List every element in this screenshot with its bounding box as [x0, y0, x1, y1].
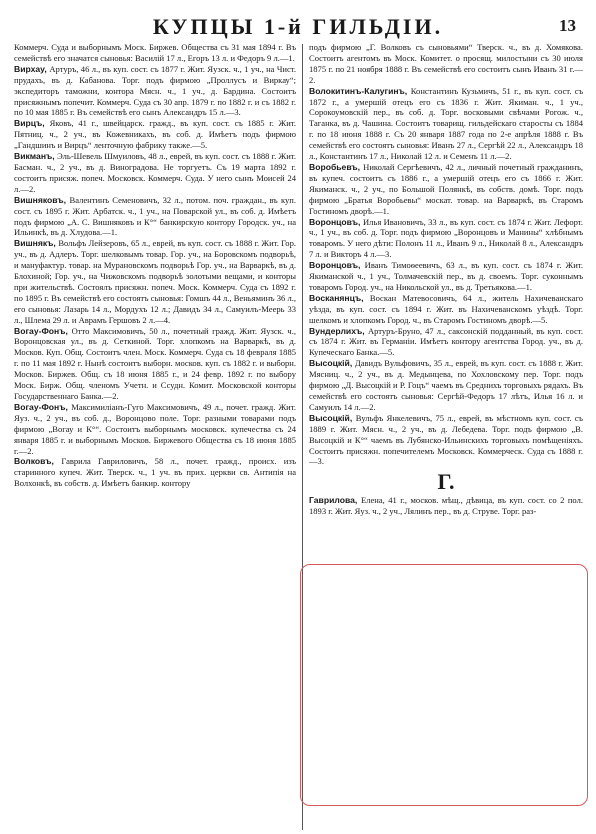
entry-surname: Вишняковъ,: [14, 194, 70, 205]
entry-surname: Вирцъ,: [14, 118, 50, 129]
entry-text: Яковъ, 41 г., швейцарск. гражд., въ куп. сост. съ 1885 г. Жит. Пятниц. ч., 2 уч., въ Кожевникахъ, въ соб. д. Имѣетъ подъ фирмою „Гандшинъ и Вирцъ“ ленточную фабрику также.—5.: [14, 118, 296, 151]
entry-text: Илья Ивановичъ, 33 л., въ куп. сост. съ 1874 г. Жит. Лефорт. ч., 1 уч., въ соб. д. Торг. подъ фирмою „Воронцовъ и Манины“ хлѣбнымъ товаромъ. У него дѣти: Полонъ 11 л., Иванъ 9 л., Николай 8 л., Александръ 7 л. и Викторъ 4 л.—3.: [309, 216, 583, 260]
directory-entry: [14, 151, 296, 195]
directory-entry: [309, 42, 583, 86]
directory-entry: [14, 326, 296, 402]
directory-entry: [14, 118, 296, 151]
right-column: [309, 42, 583, 834]
entry-text: Вольфъ Лейзеровъ, 65 л., еврей, въ куп. сост. съ 1888 г. Жит. Гор. уч., въ д. Адлеръ. Торг. шелковымъ товар. Гор. уч., на Боровскомъ подворьѣ, и мануфактур. товар. на Мурановскомъ подворьѣ Гор. уч., на Варваркѣ, въ д. Блохиной; Гор. уч., на Чижовскомъ подворьѣ золотыми вещами, и конторы при жительствѣ. Состоялъ присяжн. попеч. Моск. Коммерч. Суда съ 1892 г. по 1895 г. Въ семействѣ его состоятъ сыновья: Гомшъ 44 л., Веньяминъ 36 л., его сыновья: Лазарь 14 л., Мордухъ 12 л.; Давидъ 34 л., Самуилъ-Меерь 33 л., Шлема 29 л. и Аврамъ Гершовъ 2 л.—4.: [14, 238, 296, 325]
directory-entry: [309, 217, 583, 261]
directory-entry: [309, 162, 583, 217]
entry-surname: Вогау-Фонъ,: [14, 325, 72, 336]
directory-entry: [14, 456, 296, 489]
entry-surname: Вирхау,: [14, 63, 50, 74]
entry-surname: Вундерлихъ,: [309, 325, 368, 336]
entry-surname: Волокитинъ-Калугинъ,: [309, 85, 411, 96]
entry-text: Воскан Матевосовичъ, 64 л., житель Нахичеванскаго уѣзда, въ куп. сост. съ 1894 г. Жит. въ Нахичеванскомъ уѣздѣ. Торг. шелкомъ и хлопкомъ Город. ч., въ Старомъ Гостиномъ дворѣ.—5.: [309, 292, 583, 325]
entry-text: Коммерч. Суда и выборнымъ Моск. Биржев. Общества съ 31 мая 1894 г. Въ семействѣ его значатся сыновья: Василій 17 л., Егоръ 13 л. и Федоръ 9 л.—1.: [14, 42, 296, 63]
entry-text: подъ фирмою „Г. Волковъ съ сыновьями“ Тверск. ч., въ д. Хомякова. Состоитъ агентомъ въ Моск. Комитет. о просящ. милостыни съ 30 июля 1875 г. по 21 ноября 1888 г. Въ семействѣ его состоитъ сынъ Иванъ 31 г.—2.: [309, 42, 583, 85]
entry-text: Эль-Шевель Шмуиловъ, 48 л., еврей, въ куп. сост. съ 1888 г. Жит. Басман. ч., 2 уч., въ д. Виноградова. Не торгуетъ. Съ 19 марта 1892 г. состоитъ присяж. попеч. Московск. Коммерч. Суда. У него сынъ Моисей 24 л.—2.: [14, 151, 296, 194]
entry-surname: Высоцкій,: [309, 358, 355, 369]
entry-surname: Воробьевъ,: [309, 161, 364, 172]
entry-surname: Гаврилова,: [309, 495, 361, 506]
entry-text: Артуръ-Бруно, 47 л., саксонскій подданный, въ куп. сост. съ 1874 г. Жит. въ Германіи. Имѣетъ контору агентства Город. уч., въ д. Купеческаго Банка.—5.: [309, 325, 583, 358]
page-header: [0, 14, 596, 42]
directory-entry: [14, 195, 296, 239]
entry-text: Иванъ Тимоѳеевичъ, 63 л., въ куп. сост. съ 1874 г. Жит. Якиманской ч., 1 уч., Толмачевскій пер., въ д. своемъ. Торг. суконнымъ товаромъ Город. уч., на Никольской ул., въ д. Третьякова.—1.: [309, 260, 583, 292]
column-divider: [302, 44, 303, 830]
entry-text: Максимиліанъ-Гуго Максимовичъ, 49 л., почет. гражд. Жит. Яуз. ч., 2 уч., въ соб. д., Воронцово поле. Торг. разными товарами подъ фирмою „Вогау и К°“. Состоитъ выборнымъ московск. купечества съ 24 января 1885 г. и выборнымъ Москов. Биржевого Общества съ 18 июня 1885 г.—2.: [14, 401, 296, 456]
directory-entry: [14, 402, 296, 457]
entry-text: Гаврила Гавриловичъ, 58 л., почет. гражд., происх. изъ старинного купеч. Жит. Тверск. ч., 1 уч. въ прих. церкви св. Антипія на Волхонкѣ, въ собств. д. Имѣетъ банкир. контору: [14, 456, 296, 489]
entry-surname: Воронцовъ,: [309, 216, 363, 227]
directory-entry: [14, 42, 296, 64]
entry-surname: Вишнякъ,: [14, 238, 59, 249]
entry-text: Николай Сергѣевичъ, 42 л., личный почетный гражданинъ, въ купеч. состоитъ съ 1886 г., а умершій отецъ его съ 1866 г. Жит. Якиманск. ч., 2 уч., по Большой Полянкѣ, въ собств. домѣ. Торг. подъ фирмою „Братья Воробьевы“ москат. товар. на Варваркѣ, въ Старомъ Гостиномъ дворѣ.—1.: [309, 161, 583, 216]
directory-entry: [309, 326, 583, 359]
directory-entry: [309, 260, 583, 293]
directory-entry: [309, 293, 583, 326]
entry-surname: Викманъ,: [14, 151, 58, 162]
entry-text: Валентинъ Семеновичъ, 32 л., потом. поч. граждан., въ куп. сост. съ 1895 г. Жит. Арбатск. ч., 1 уч., на Поварской ул., въ соб. д. Имѣетъ подъ фирмою „А. С. Вишняковъ и К°“ банкирскую контору Городск. уч., на Ильинкѣ, въ д. Хлудова.—1.: [14, 194, 296, 238]
entry-text: Вульфъ Янкелевичъ, 75 л., еврей, въ мѣстномъ куп. сост. съ 1889 г. Жит. Мясн. ч., 2 уч., въ д. Лебедева. Торг. подъ фирмою „В. Высоцкій и К°“ чаемъ въ Лубянско-Ильинскихъ торговыхъ помѣщеніяхъ. Состоитъ присяжн. попечителемъ Московск. Коммерческ. Суда съ 1888 г.—3.: [309, 412, 583, 467]
entry-surname: Волковъ,: [14, 456, 62, 467]
left-column: [14, 42, 296, 834]
directory-entry: [309, 86, 583, 162]
entry-text: Артуръ, 46 л., въ куп. сост. съ 1877 г. Жит. Яузск. ч., 1 уч., на Чист. прудахъ, въ д. Кабанова. Торг. подъ фирмою „Проллусъ и Виркау“; экспедиторъ таможни, контора Мясн. ч., 1 уч., д. Бардина. Состоитъ присяжнымъ попечит. Коммерч. Суда съ 30 апр. 1879 г. по 1882 г. и съ 1882 г. по 10 мая 1885 г. Въ семействѣ его сынъ Александръ 15 л.—3.: [14, 63, 296, 118]
page-number: 13: [559, 16, 576, 35]
page-title: КУПЦЫ 1-й ГИЛЬДІИ.: [152, 14, 444, 39]
entry-text: Елена, 41 г., москов. мѣщ., дѣвица, въ куп. сост. со 2 пол. 1893 г. Жит. Яуз. ч., 2 уч., Лялинъ пер., въ д. Струве. Торг. раз-: [309, 495, 583, 517]
entry-text: Константинъ Кузьмичъ, 51 г., въ куп. сост. съ 1872 г., а умершій отецъ его съ 1836 г. Жит. Якиман. ч., 1 уч., Сорокоумовскій пер., въ соб. д. Торг. восковыми свѣчами Рогож. ч., Таганка, въ д. Чашина. Состоитъ товарищ. гильдейскаго старосты съ 1884 г. по 18 июня 1888 г. Съ 20 января 1887 года по 2-е апрѣля 1888 г. Въ семействѣ его состоятъ сыновья: Иванъ 27 л., Сергѣй 22 л., Александръ 18 л., Константинъ 17 л., Николай 12 л. и Семенъ 11 л.—2.: [309, 85, 583, 162]
section-letter: Г.: [437, 469, 455, 495]
directory-entry: [14, 238, 296, 325]
entry-surname: Высоцкій,: [309, 412, 356, 423]
directory-entry: [309, 358, 583, 413]
directory-entry: [309, 413, 583, 468]
entry-surname: Вогау-Фонъ,: [14, 401, 72, 412]
entry-surname: Восканянцъ,: [309, 292, 370, 303]
entry-text: Давидъ Вульфовичъ, 35 л., еврей, въ куп. сост. съ 1888 г. Жит. Мясниц. ч., 2 уч., въ д. Медынцева, по Хохловскому пер. Торг. подъ фирмою „Д. Высоцкій и Р. Гоцъ“ чаемъ въ Среднихъ торговыхъ рядахъ. Въ семействѣ его состоятъ сыновья: Сергѣй-Федоръ 17 лѣтъ, Илья 16 л. и Самуилъ 14 л.—2.: [309, 358, 583, 412]
directory-entry: [14, 64, 296, 119]
entry-text: Отто Максимовичъ, 50 л., почетный гражд. Жит. Яузск. ч., Воронцовская ул., въ д. Сеткиной. Торг. хлопкомъ на Варваркѣ, въ д. Москов. Куп. Общ. Состоитъ член. Моск. Коммерч. Суда съ 18 февраля 1885 г. по 11 мая 1892 г. Нынѣ состоитъ выборн. москов. куп. съ 1882 г. и выборн. Москов. Биржев. Общ. съ 18 июня 1885 г., и 24 февр. 1892 г. по выбору Моск. Бирж. Общ. членомъ Учетн. и Ссудн. Комит. Московской конторы Государственнаго Банка.—2.: [14, 325, 296, 401]
directory-entry: [309, 495, 583, 517]
entry-surname: Воронцовъ,: [309, 260, 365, 271]
